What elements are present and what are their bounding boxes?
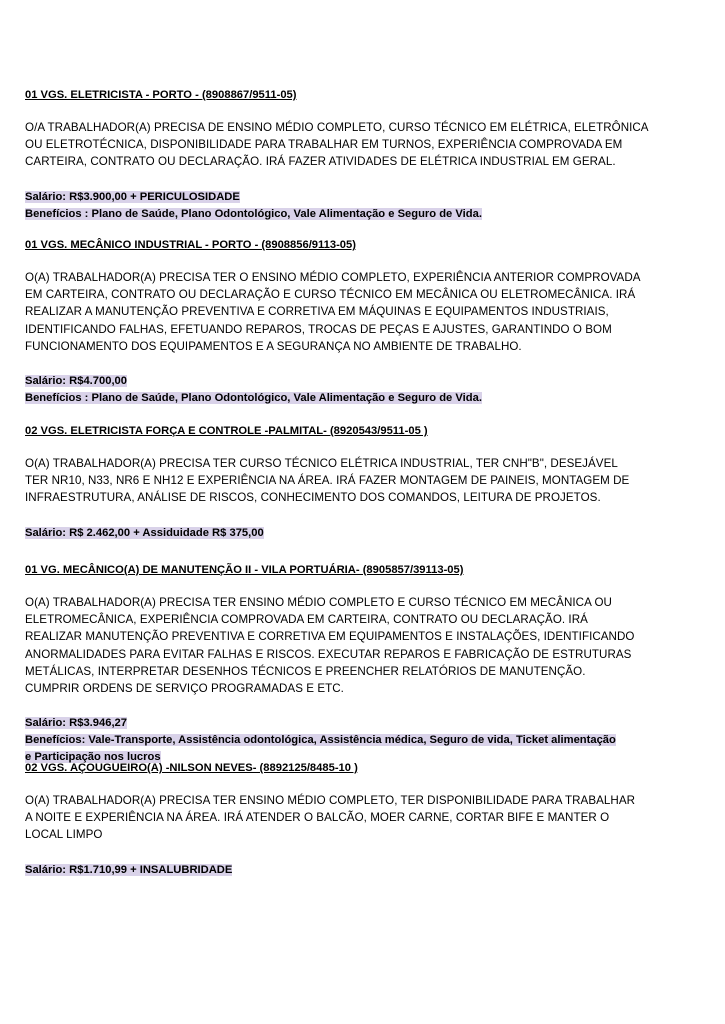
job-listing (25, 423, 685, 541)
benefits-line: Benefícios : Plano de Saúde, Plano Odontológico, Vale Alimentação e Seguro de Vida. (25, 207, 482, 220)
salary-block (25, 524, 685, 541)
salary-line: Salário: R$ 2.462,00 + Assiduidade R$ 375,00 (25, 526, 264, 539)
job-listing (25, 237, 685, 406)
salary-line: Salário: R$4.700,00 (25, 375, 127, 388)
salary-benefits-block (25, 372, 685, 406)
salary-benefits-block (25, 714, 685, 765)
job-description: O(A) TRABALHADOR(A) PRECISA TER O ENSINO MÉDIO COMPLETO, EXPERIÊNCIA ANTERIOR COMPROVADA EM CARTEIRA, CONTRATO OU DECLARAÇÃO E CURSO TÉCNICO EM MECÂNICA OU ELETROMECÂNICA. IRÁ REALIZAR A MANUTENÇÃO PREVENTIVA E CORRETIVA EM MÁQUINAS E EQUIPAMENTOS INDUSTRIAIS, IDENTIFICANDO FALHAS, EFETUANDO REPAROS, TROCAS DE PEÇAS E AJUSTES, GARANTINDO O BOM FUNCIONAMENTO DOS EQUIPAMENTOS E A SEGURANÇA NO AMBIENTE DE TRABALHO. (25, 271, 641, 353)
benefits-continuation-line: e Participação nos lucros (25, 751, 161, 764)
salary-line: Salário: R$3.946,27 (25, 717, 127, 730)
job-title: 01 VGS. ELETRICISTA - PORTO - (8908867/9511-05) (25, 89, 297, 101)
job-title: 02 VGS. AÇOUGUEIRO(A) -NILSON NEVES- (8892125/8485-10 ) (25, 762, 358, 774)
job-listing (25, 562, 685, 765)
salary-benefits-block (25, 188, 685, 222)
job-description: O(A) TRABALHADOR(A) PRECISA TER ENSINO MÉDIO COMPLETO, TER DISPONIBILIDADE PARA TRABALHAR A NOITE E EXPERIÊNCIA NA ÁREA. IRÁ ATENDER O BALCÃO, MOER CARNE, CORTAR BIFE E MANTER O LOCAL LIMPO (25, 794, 636, 842)
job-description: O/A TRABALHADOR(A) PRECISA DE ENSINO MÉDIO COMPLETO, CURSO TÉCNICO EM ELÉTRICA, ELETRÔNICA OU ELETROTÉCNICA, DISPONIBILIDADE PARA TRABALHAR EM TURNOS, EXPERIÊNCIA COMPROVADA EM CARTEIRA, CONTRATO OU DECLARAÇÃO. IRÁ FAZER ATIVIDADES DE ELÉTRICA INDUSTRIAL EM GERAL. (25, 121, 649, 169)
benefits-line: Benefícios : Plano de Saúde, Plano Odontológico, Vale Alimentação e Seguro de Vida. (25, 392, 482, 405)
job-description: O(A) TRABALHADOR(A) PRECISA TER CURSO TÉCNICO ELÉTRICA INDUSTRIAL, TER CNH"B", DESEJÁVEL TER NR10, N33, NR6 E NH12 E EXPERIÊNCIA NA ÁREA. IRÁ FAZER MONTAGEM DE PAINEIS, MONTAGEM DE INFRAESTRUTURA, ANÁLISE DE RISCOS, CONHECIMENTO DOS COMANDOS, LEITURA DE PROJETOS. (25, 457, 630, 505)
job-listing (25, 760, 685, 878)
salary-block (25, 861, 685, 878)
job-description: O(A) TRABALHADOR(A) PRECISA TER ENSINO MÉDIO COMPLETO E CURSO TÉCNICO EM MECÂNICA OU ELETROMECÂNICA, EXPERIÊNCIA COMPROVADA EM CARTEIRA, CONTRATO OU DECLARAÇÃO. IRÁ REALIZAR MANUTENÇÃO PREVENTIVA E CORRETIVA EM EQUIPAMENTOS E INSTALAÇÕES, IDENTIFICANDO ANORMALIDADES PARA EVITAR FALHAS E RISCOS. EXECUTAR REPAROS E FABRICAÇÃO DE ESTRUTURAS METÁLICAS, INTERPRETAR DESENHOS TÉCNICOS E PREENCHER RELATÓRIOS DE MANUTENÇÃO. CUMPRIR ORDENS DE SERVIÇO PROGRAMADAS E ETC. (25, 596, 635, 696)
job-listing (25, 87, 685, 222)
job-title: 01 VG. MECÂNICO(A) DE MANUTENÇÃO II - VILA PORTUÁRIA- (8905857/39113-05) (25, 564, 464, 576)
benefits-line: Benefícios: Vale-Transporte, Assistência odontológica, Assistência médica, Seguro de vida, Ticket alimentação (25, 734, 616, 747)
job-title: 02 VGS. ELETRICISTA FORÇA E CONTROLE -PALMITAL- (8920543/9511-05 ) (25, 425, 428, 437)
salary-line: Salário: R$3.900,00 + PERICULOSIDADE (25, 190, 240, 203)
job-title: 01 VGS. MECÂNICO INDUSTRIAL - PORTO - (8908856/9113-05) (25, 239, 356, 251)
salary-line: Salário: R$1.710,99 + INSALUBRIDADE (25, 863, 233, 876)
